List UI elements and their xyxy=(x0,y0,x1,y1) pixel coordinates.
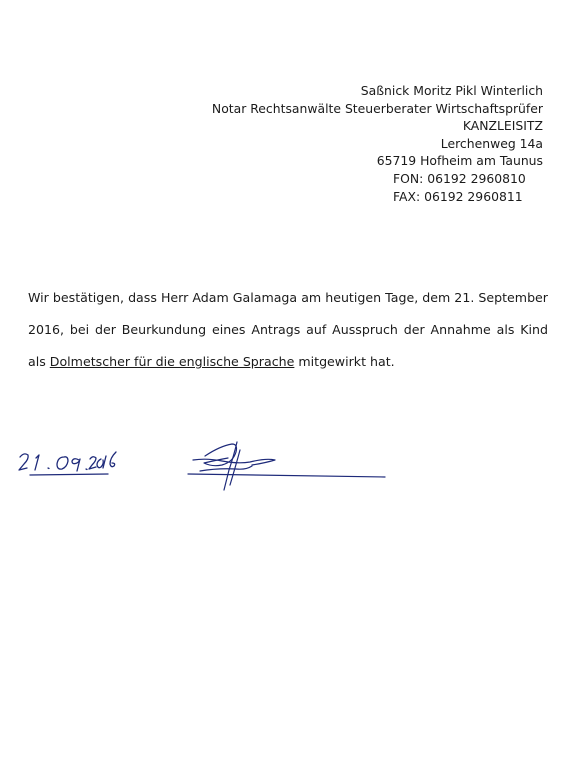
signature-area xyxy=(0,430,580,500)
letterhead xyxy=(212,82,543,205)
signature-drawing xyxy=(0,430,580,500)
handwritten-date xyxy=(19,452,116,475)
street-address: Lerchenweg 14a xyxy=(440,135,543,151)
fax-number: FAX: 06192 2960811 xyxy=(393,188,523,204)
office-label: KANZLEISITZ xyxy=(462,118,543,134)
firm-professions: Notar Rechtsanwälte Steuerberater Wirtschaftsprüfer xyxy=(211,100,543,116)
firm-name: Saßnick Moritz Pikl Winterlich xyxy=(360,83,543,98)
city-address: 65719 Hofheim am Taunus xyxy=(376,153,543,169)
paragraph-text-start: Wir bestätigen, dass Herr Adam Galamaga am heutigen Tage, dem 21. September 2016, bei der Beurkundung eines Antrags auf Ausspruch der Annahme als Kind als xyxy=(28,290,548,369)
paragraph-text-end: mitgewirkt hat. xyxy=(294,354,395,369)
underlined-role: Dolmetscher für die englische Sprache xyxy=(49,354,295,369)
phone-number: FON: 06192 2960810 xyxy=(393,170,526,186)
confirmation-paragraph xyxy=(28,282,548,378)
handwritten-signature xyxy=(188,442,385,490)
